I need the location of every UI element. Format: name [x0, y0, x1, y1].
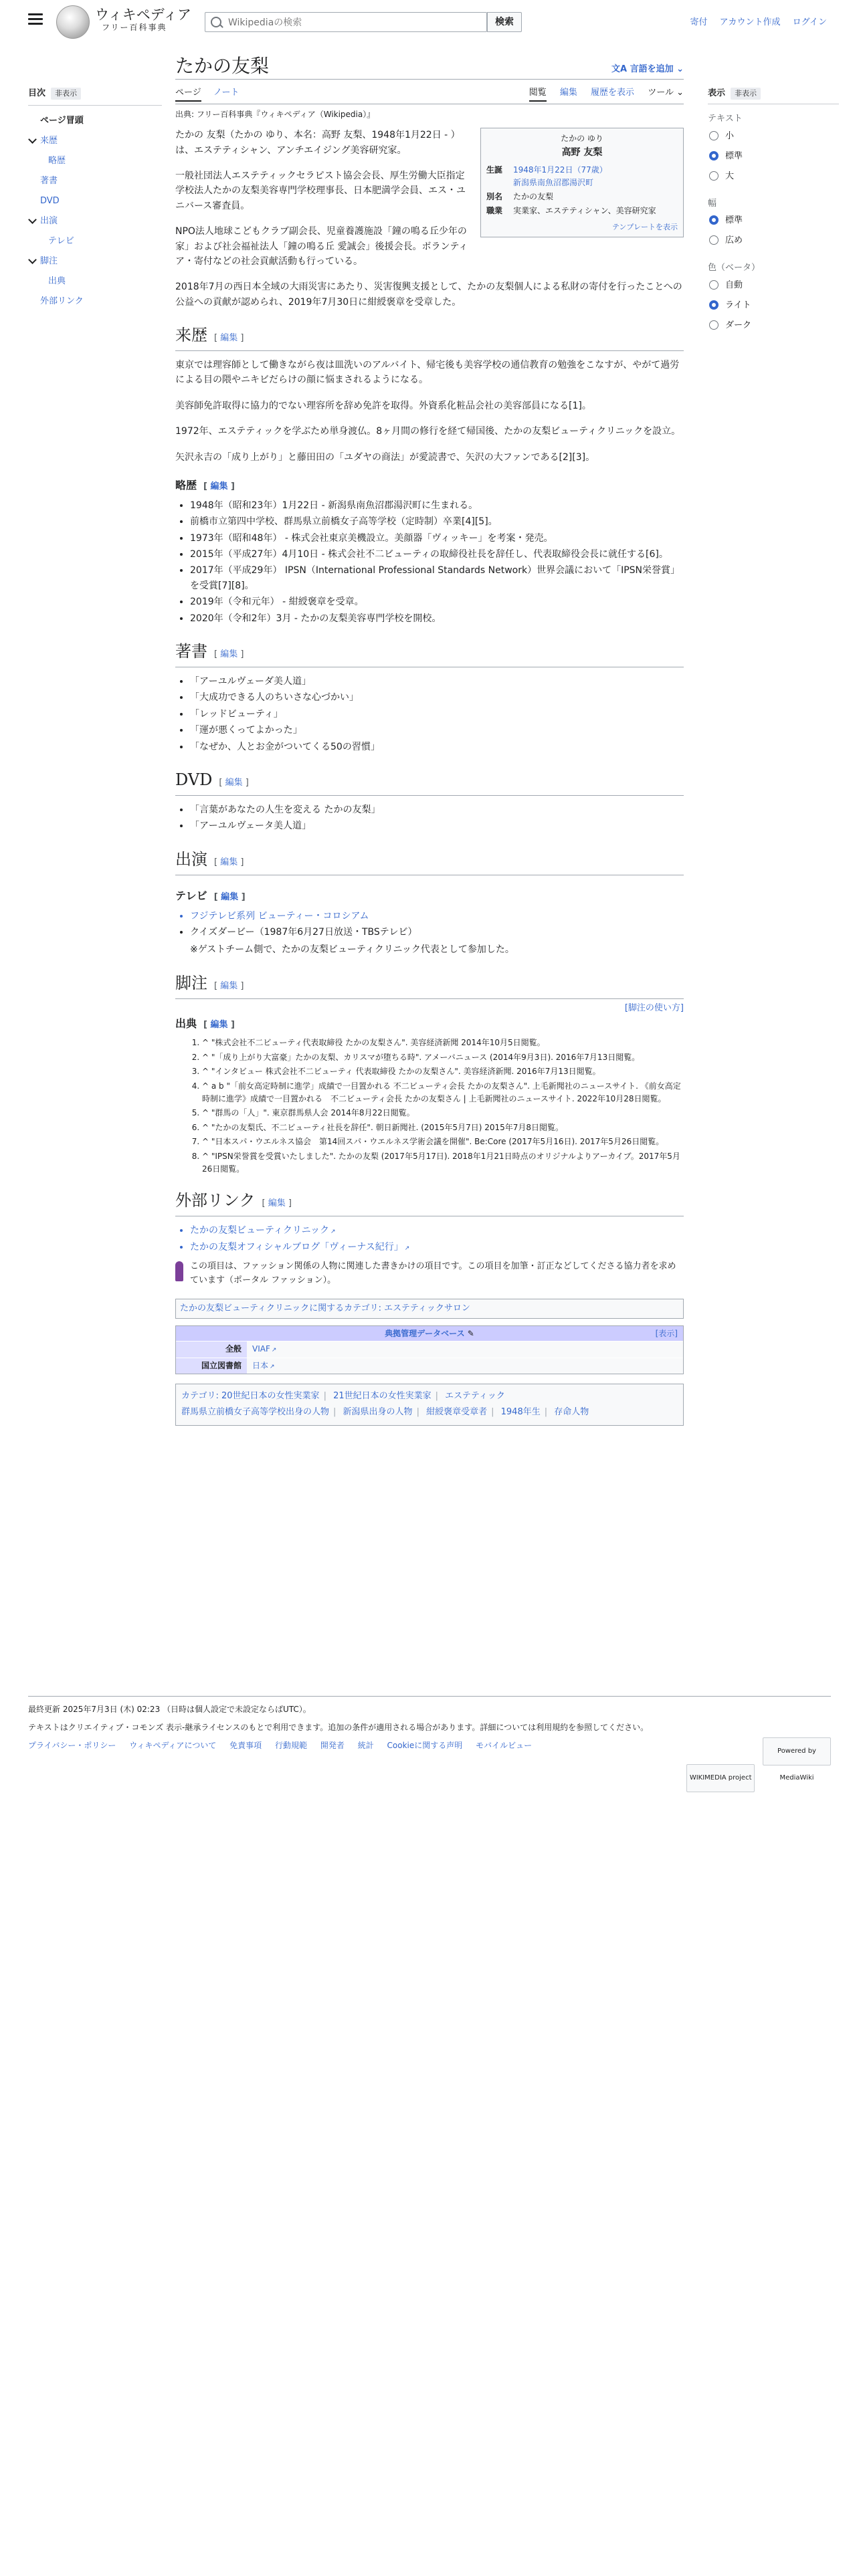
chevron-down-icon[interactable]	[28, 255, 37, 264]
toc-hide-button[interactable]: 非表示	[51, 88, 81, 100]
authority-key: 全般	[176, 1341, 247, 1357]
radio-label: 標準	[725, 215, 743, 226]
width-label: 幅	[708, 198, 717, 209]
toc-item-label: ページ冒頭	[40, 115, 84, 126]
heading-text: 出典	[175, 1017, 197, 1031]
create-account-link[interactable]: アカウント作成	[719, 17, 781, 27]
toc-item-external-links[interactable]	[28, 292, 162, 312]
infobox-key: 職業	[486, 206, 503, 216]
width-wide[interactable]	[708, 231, 839, 251]
tools-label: ツール	[648, 88, 674, 98]
footer-link[interactable]: 行動規範	[275, 1741, 308, 1751]
infobox-occupation: 実業家、エステティシャン、美容研究家	[513, 206, 656, 216]
footer-link[interactable]: モバイルビュー	[476, 1741, 533, 1751]
toc-item-dvd[interactable]	[28, 191, 162, 211]
reference-item: 5. ^ "群馬の「人」". 東京群馬県人会 2014年8月22日閲覧。	[202, 1107, 684, 1119]
edit-section-link[interactable]: [ 編集 ]	[214, 857, 244, 867]
heading-text: DVD	[175, 770, 213, 789]
categories-label[interactable]: カテゴリ:	[181, 1390, 219, 1401]
radio-selected-icon[interactable]	[709, 215, 719, 225]
search-icon	[211, 17, 221, 27]
wordmark-sub: フリー百科事典	[102, 23, 167, 32]
toc-title: 目次	[28, 88, 46, 98]
appearance-hide-button[interactable]: 非表示	[731, 88, 761, 100]
edit-section-link[interactable]: [ 編集 ]	[262, 1198, 292, 1208]
heading-text: 出演	[175, 849, 207, 869]
section-heading-tv	[175, 887, 684, 905]
list-item: • 1948年（昭和23年）1月22日 - 新潟県南魚沼郡湯沢町に生まれる。	[190, 498, 684, 513]
heading-text: 著書	[175, 641, 207, 661]
section-heading-timeline	[175, 477, 684, 494]
wikimedia-badge[interactable]: WIKIMEDIA project	[686, 1764, 755, 1792]
history-paragraph: 美容師免許取得に協力的でない理容所を辞め免許を取得。外資系化粧品会社の美容部員になる[1]。	[175, 400, 591, 411]
text-size-small[interactable]	[708, 126, 839, 146]
edit-section-link[interactable]: [ 編集 ]	[219, 778, 248, 788]
category-separator: |	[333, 1407, 337, 1418]
color-label: 色（ベータ）	[708, 263, 761, 274]
radio-icon[interactable]	[709, 131, 719, 140]
text-size-large[interactable]	[708, 167, 839, 187]
wikipedia-logo-icon[interactable]	[56, 5, 90, 39]
toc-item-label: 外部リンク	[40, 296, 84, 306]
dvd-list	[175, 802, 684, 834]
chevron-down-icon: ⌄	[676, 88, 684, 98]
section-heading-sources	[175, 1015, 684, 1033]
title-bar	[175, 53, 684, 79]
list-item: • 2015年（平成27年）4月10日 - 株式会社不二ビューティの取締役社長を辞任し、代表取締役会長に就任する[6]。	[190, 547, 684, 562]
stub-notice	[175, 1260, 684, 1288]
list-item: • 「レッドビューティ」	[190, 707, 684, 722]
list-item: • 2019年（令和元年） - 紺綬褒章を受章。	[190, 595, 684, 609]
heading-text: 外部リンク	[175, 1191, 256, 1210]
history-paragraph: 1972年、エステティックを学ぶため単身渡仏。8ヶ月間の修行を経て帰国後、たかの友梨ビューティクリニックを設立。	[175, 426, 681, 437]
radio-selected-icon[interactable]	[709, 300, 719, 310]
toc-item-history[interactable]	[28, 131, 162, 151]
authority-header	[176, 1326, 683, 1341]
category-separator: |	[544, 1407, 548, 1418]
list-item: • 「大成功できる人のちいさな心づかい」	[190, 690, 684, 705]
toc-item-timeline[interactable]	[28, 151, 162, 171]
page-title: たかの友梨	[175, 55, 270, 77]
section-heading-appearances	[175, 849, 684, 875]
category-box	[175, 1384, 684, 1426]
infobox-row	[486, 163, 678, 190]
toc-item-top[interactable]	[28, 111, 162, 131]
heading-text: 略歴	[175, 479, 197, 492]
reference-item: 6. ^ "たかの友梨氏、不二ビューティ社長を辞任". 朝日新聞社. (2015年5月7日) 2015年7月8日閲覧。	[202, 1121, 684, 1134]
list-item: • 「アーユルヴェータ美人道」	[190, 819, 684, 833]
toc-item-label: 略歴	[48, 155, 66, 166]
chevron-down-icon[interactable]	[28, 135, 37, 144]
category-separator: |	[416, 1407, 419, 1418]
pencil-icon[interactable]: ✎	[467, 1329, 474, 1339]
navbox-text[interactable]: たかの友梨ビューティクリニックに関するカテゴリ: エステティックサロン	[180, 1303, 470, 1313]
authority-value[interactable]: VIAF ↗	[247, 1341, 683, 1357]
tab-history[interactable]: 履歴を表示	[591, 88, 635, 98]
color-light[interactable]	[708, 296, 839, 316]
infobox-alias: たかの友梨	[513, 192, 554, 202]
personal-links	[680, 16, 827, 30]
list-item: • 「なぜか、人とお金がついてくる50の習慣」	[190, 740, 684, 754]
infobox-caption: たかの ゆり	[561, 134, 603, 144]
appearance-title: 表示	[708, 88, 726, 98]
last-edited: 最終更新 2025年7月3日 (木) 02:23 （日時は個人設定で未設定ならばUTC）。	[28, 1705, 311, 1714]
list-item: • 「言葉があなたの人生を変える たかの友梨」	[190, 802, 684, 817]
history-paragraph: 東京では理容師として働きながら夜は皿洗いのアルバイト、帰宅後も美容学校の通信教育の勉強をこなすが、やがて過労による目の隈やニキビだらけの顔に悩まされるようになる。	[175, 360, 680, 386]
tab-edit[interactable]: 編集	[559, 88, 577, 98]
text-size-label: テキスト	[708, 113, 743, 124]
category-separator: |	[491, 1407, 494, 1418]
footer-link[interactable]: Cookieに関する声明	[387, 1741, 463, 1751]
radio-icon[interactable]	[709, 280, 719, 290]
radio-icon[interactable]	[709, 235, 719, 245]
edit-section-link[interactable]: [ 編集 ]	[214, 892, 246, 902]
wordmark[interactable]	[95, 7, 191, 32]
license-text: テキストはクリエイティブ・コモンズ 表示-継承ライセンスのもとで利用できます。追加の条件が適用される場合があります。詳細については利用規約を参照してください。	[28, 1723, 649, 1733]
section-heading-books	[175, 641, 684, 667]
page-tabs	[175, 84, 684, 104]
timeline-list	[175, 498, 684, 626]
chevron-down-icon[interactable]	[28, 215, 37, 224]
list-item: • 前橋市立第四中学校、群馬県立前橋女子高等学校（定時制）卒業[4][5]。	[190, 514, 684, 529]
login-link[interactable]: ログイン	[792, 17, 827, 27]
authority-row	[176, 1358, 683, 1374]
tab-talk[interactable]: ノート	[213, 88, 240, 98]
footer-link[interactable]: 統計	[357, 1741, 374, 1751]
mediawiki-badge[interactable]: Powered by MediaWiki	[763, 1737, 831, 1765]
search-box	[205, 12, 487, 32]
infobox-key: 別名	[486, 192, 503, 202]
history-paragraph: 矢沢永吉の「成り上がり」と藤田田の「ユダヤの商法」が愛読書で、矢沢の大ファンである[2][3]。	[175, 451, 595, 463]
category-link[interactable]: 新潟県出身の人物	[343, 1407, 413, 1418]
table-of-contents	[28, 87, 162, 312]
stub-text: この項目は、ファッション関係の人物に関連した書きかけの項目です。この項目を加筆・訂正などしてくださる協力者を求めています（ポータル ファッション）。	[190, 1261, 676, 1285]
footer-link[interactable]: ウィキペディアについて	[129, 1741, 217, 1751]
infobox-key: 生誕	[486, 165, 503, 175]
donate-link[interactable]: 寄付	[690, 17, 708, 27]
tab-page[interactable]: ページ	[175, 86, 201, 102]
category-separator: |	[323, 1390, 326, 1401]
radio-label: 標準	[725, 150, 743, 161]
footer-link[interactable]: プライバシー・ポリシー	[28, 1741, 116, 1751]
list-item: • 「運が悪くってよかった」	[190, 723, 684, 738]
tab-read[interactable]: 閲覧	[529, 86, 547, 102]
appearance-header	[708, 87, 839, 101]
toc-item-tv[interactable]	[28, 231, 162, 251]
category-link[interactable]: 21世紀日本の女性実業家	[333, 1390, 432, 1401]
wordmark-main: ウィキペディア	[95, 7, 192, 23]
infobox-birth[interactable]: 1948年1月22日（77歳） 新潟県南魚沼郡湯沢町	[513, 165, 607, 187]
reference-item: 1. ^ "株式会社不二ビューティ代表取締役 たかの友梨さん". 美容経済新聞 2014年10月5日閲覧。	[202, 1037, 684, 1049]
list-item[interactable]: • フジテレビ系列 ビューティー・コロシアム	[190, 909, 684, 924]
infobox-row	[486, 190, 678, 204]
category-link[interactable]: 20世紀日本の女性実業家	[221, 1390, 320, 1401]
footnote-usage-link[interactable]: [脚注の使い方]	[624, 1002, 684, 1013]
heading-text: 脚注	[175, 973, 207, 992]
toc-item-notes[interactable]	[28, 251, 162, 272]
toc-item-books[interactable]	[28, 171, 162, 191]
section-heading-external-links	[175, 1190, 684, 1216]
radio-label: 広め	[725, 235, 743, 246]
radio-label: 小	[725, 130, 735, 141]
authority-key: 国立図書館	[176, 1358, 247, 1374]
reference-list	[175, 1037, 684, 1175]
intro-paragraph: 2018年7月の西日本全域の大雨災害にあたり、災害復興支援として、たかの友梨個人による私財の寄付を行ったことへの公益への貢献が認められ、2019年7月30日に紺綬褒章を受章した。	[175, 282, 682, 308]
reference-item: 8. ^ "IPSN栄誉賞を受賞いたしました". たかの友梨 (2017年5月17日). 2018年1月21日時点のオリジナルよりアーカイブ。2017年5月26日閲覧。	[202, 1150, 684, 1175]
external-links-list	[175, 1223, 684, 1255]
edit-section-link[interactable]: [ 編集 ]	[214, 333, 244, 343]
toc-divider	[28, 105, 162, 106]
category-link[interactable]: 紺綬褒章受章者	[426, 1407, 488, 1418]
reference-item: 4. ^ a b "「前女高定時制に進学」成績で一目置かれる 不二ビューティ会長 たかの友梨さん". 上毛新聞社のニュースサイト. 《前女高定時制に進学》成績で一目置かれる 不二ビューティ会長 たかの友梨さん | 上毛新聞社のニュースサイト. 2022年10月28日閲覧。	[202, 1080, 684, 1105]
category-link[interactable]: 存命人物	[554, 1407, 589, 1418]
external-link[interactable]: • たかの友梨オフィシャルブログ「ヴィーナス紀行」 ↗	[190, 1240, 684, 1255]
footer-badges	[681, 1737, 831, 1792]
heading-text: テレビ	[175, 889, 207, 902]
list-item: • 1973年（昭和48年） - 株式会社東京美機設立。美顔器「ヴィッキー」を考案・発売。	[190, 531, 684, 546]
view-template-link[interactable]: テンプレートを表示	[611, 222, 678, 231]
authority-value[interactable]: 日本 ↗	[247, 1358, 683, 1374]
intro-paragraph: たかの 友梨（たかの ゆり、本名：高野 友梨、1948年1月22日 - ）は、エステティシャン、アンチエイジング美容研究家。	[175, 130, 460, 156]
edit-section-link[interactable]: [ 編集 ]	[203, 481, 235, 492]
search-button[interactable]: 検索	[487, 12, 522, 32]
radio-label: ダーク	[725, 320, 752, 331]
width-standard[interactable]	[708, 211, 839, 231]
add-language-button[interactable]	[611, 63, 684, 77]
reference-item: 3. ^ "インタビュー 株式会社不二ビューティ 代表取締役 たかの友梨さん". 美容経済新聞. 2016年7月13日閲覧。	[202, 1065, 684, 1078]
article-main	[175, 53, 684, 1426]
section-heading-dvd	[175, 769, 684, 796]
page-footer	[28, 1696, 831, 1782]
tab-tools[interactable]	[648, 86, 684, 100]
toc-item-label: 脚注	[40, 255, 58, 266]
section-heading-history	[175, 324, 684, 351]
radio-label: ライト	[725, 300, 751, 311]
footer-link[interactable]: 免責事項	[229, 1741, 262, 1751]
reference-item: 7. ^ "日本スパ・ウエルネス協会 第14回スパ・ウエルネス学術会議を開催". Be:Core (2017年5月16日). 2017年5月26日閲覧。	[202, 1136, 684, 1148]
color-auto[interactable]	[708, 276, 839, 296]
toc-item-label: 著書	[40, 175, 58, 186]
reference-item: 2. ^ "「成り上がり大富豪」たかの友梨、カリスマが堕ちる時". アメーバニュース (2014年9月3日). 2016年7月13日閲覧。	[202, 1051, 684, 1064]
radio-label: 自動	[725, 280, 743, 291]
list-item: • 2020年（令和2年）3月 - たかの友梨美容専門学校を開校。	[190, 611, 684, 626]
fashion-stub-icon	[175, 1261, 183, 1281]
translate-icon: 文A	[611, 64, 630, 74]
edit-section-link[interactable]: [ 編集 ]	[214, 649, 244, 659]
category-separator: |	[435, 1390, 439, 1401]
category-link[interactable]: 群馬県立前橋女子高等学校出身の人物	[181, 1407, 330, 1418]
radio-icon[interactable]	[709, 171, 719, 181]
heading-text: 来歴	[175, 326, 207, 345]
main-menu-icon[interactable]	[28, 13, 43, 25]
text-size-standard[interactable]	[708, 146, 839, 167]
toc-item-label: 来歴	[40, 135, 58, 146]
infobox	[480, 128, 684, 237]
list-item: • 「アーユルヴェーダ美人道」	[190, 674, 684, 689]
infobox-row	[486, 204, 678, 218]
intro-paragraph: 一般社団法人エステティックセラピスト協会会長、厚生労働大臣指定学校法人たかの友梨美容専門学校理事長、日本肥満学会員、エス・ユニバース審査員。	[175, 170, 466, 211]
authority-row	[176, 1341, 683, 1357]
toc-item-label: DVD	[40, 195, 60, 206]
books-list	[175, 674, 684, 754]
tv-list	[175, 909, 684, 940]
toc-item-label: テレビ	[48, 235, 74, 246]
toc-item-label: 出典	[48, 276, 66, 286]
radio-label: 大	[725, 171, 735, 181]
category-link[interactable]: 1948年生	[500, 1407, 541, 1418]
radio-selected-icon[interactable]	[709, 151, 719, 160]
footer-divider	[28, 1696, 831, 1697]
toc-item-appearances[interactable]	[28, 211, 162, 231]
authority-control	[175, 1325, 684, 1374]
add-language-label: 言語を追加	[630, 64, 674, 74]
search-input[interactable]	[227, 15, 484, 31]
navbox	[175, 1299, 684, 1319]
color-dark[interactable]	[708, 316, 839, 336]
toc-header	[28, 87, 162, 101]
external-link[interactable]: • たかの友梨ビューティクリニック ↗	[190, 1223, 684, 1238]
intro-paragraph: NPO法人地球こどもクラブ副会長、児童養護施設「鐘の鳴る丘少年の家」および社会福祉法人「鐘の鳴る丘 愛誠会」後援会長。ボランティア・寄付などの社会貢献活動も行っている。	[175, 226, 468, 267]
edit-section-link[interactable]: [ 編集 ]	[203, 1020, 235, 1030]
infobox-table	[486, 163, 678, 219]
infobox-name: 高野 友梨	[561, 147, 603, 158]
list-item: • クイズダービー（1987年6月27日放送・TBSテレビ）	[190, 925, 684, 940]
authority-toggle[interactable]: [表示]	[655, 1329, 678, 1339]
authority-title[interactable]: 典拠管理データベース	[385, 1329, 465, 1339]
category-link[interactable]: エステティック	[445, 1390, 505, 1401]
list-item: • 2017年（平成29年） IPSN（International Professional Standards Network）世界会議において「IPSN栄誉賞」を受賞[7][8]。	[190, 563, 684, 593]
toc-item-sources[interactable]	[28, 272, 162, 292]
radio-icon[interactable]	[709, 320, 719, 330]
tv-note: ※ゲストチーム側で、たかの友梨ビューティクリニック代表として参加した。	[190, 944, 514, 956]
top-bar	[0, 0, 859, 44]
footer-link[interactable]: 開発者	[320, 1741, 345, 1751]
toc-item-label: 出演	[40, 215, 58, 226]
edit-section-link[interactable]: [ 編集 ]	[214, 981, 244, 991]
chevron-down-icon: ⌄	[673, 64, 684, 74]
from-notice: 出典: フリー百科事典『ウィキペディア（Wikipedia）』	[175, 110, 375, 119]
appearance-panel	[708, 87, 839, 336]
section-heading-notes	[175, 972, 684, 999]
title-divider	[175, 79, 684, 80]
